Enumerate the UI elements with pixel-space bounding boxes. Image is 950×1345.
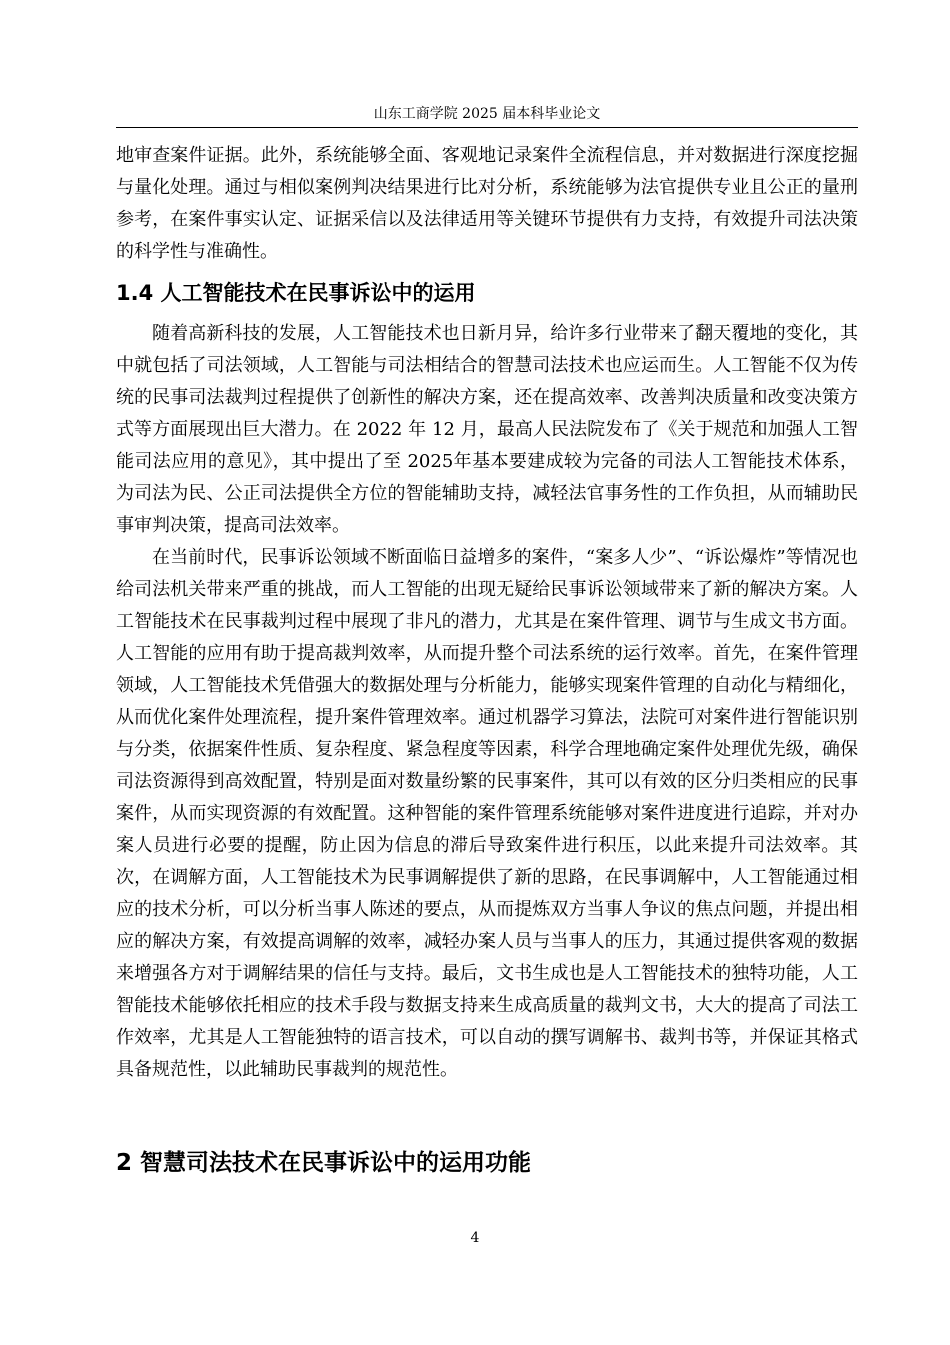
page-number: 4 [470,1230,480,1246]
section-heading-1-4: 1.4 人工智能技术在民事诉讼中的运用 [116,281,476,305]
chapter-heading-2: 2 智慧司法技术在民事诉讼中的运用功能 [116,1150,532,1176]
running-header: 山东工商学院 2025 届本科毕业论文 [373,106,601,122]
paragraph-ai-development: 随着高新科技的发展，人工智能技术也日新月异，给许多行业带来了翻天覆地的变化，其中就包括了司法领域，人工智能与司法相结合的智慧司法技术也应运而生。人工智能不仅为传统的民事司法裁判过程提供了创新性的解决方案，还在提高效率、改善判决质量和改变决策方式等方面展现出巨大潜力。在 2022 年 12 月，最高人民法院发布了《关于规范和加强人工智能司法应用的意见》，其中提出了至 2025年基本要建成较为完备的司法人工智能技术体系，为司法为民、公正司法提供全方位的智能辅助支持，减轻法官事务性的工作负担，从而辅助民事审判决策，提高司法效率。 [116,323,858,536]
header-divider [116,127,858,128]
paragraph-ai-civil-litigation: 在当前时代，民事诉讼领域不断面临日益增多的案件，“案多人少”、“诉讼爆炸”等情况也给司法机关带来严重的挑战，而人工智能的出现无疑给民事诉讼领域带来了新的解决方案。人工智能技术在民事裁判过程中展现了非凡的潜力，尤其是在案件管理、调节与生成文书方面。人工智能的应用有助于提高裁判效率，从而提升整个司法系统的运行效率。首先，在案件管理领域，人工智能技术凭借强大的数据处理与分析能力，能够实现案件管理的自动化与精细化，从而优化案件处理流程，提升案件管理效率。通过机器学习算法，法院可对案件进行智能识别与分类，依据案件性质、复杂程度、紧急程度等因素，科学合理地确定案件处理优先级，确保司法资源得到高效配置，特别是面对数量纷繁的民事案件，其可以有效的区分归类相应的民事案件，从而实现资源的有效配置。这种智能的案件管理系统能够对案件进度进行追踪，并对办案人员进行必要的提醒，防止因为信息的滞后导致案件进行积压，以此来提升司法效率。其次，在调解方面，人工智能技术为民事调解提供了新的思路，在民事调解中，人工智能通过相应的技术分析，可以分析当事人陈述的要点，从而提炼双方当事人争议的焦点问题，并提出相应的解决方案，有效提高调解的效率，减轻办案人员与当事人的压力，其通过提供客观的数据来增强各方对于调解结果的信任与支持。最后，文书生成也是人工智能技术的独特功能，人工智能技术能够依托相应的技术手段与数据支持来生成高质量的裁判文书，大大的提高了司法工作效率，尤其是人工智能独特的语言技术，可以自动的撰写调解书、裁判书等，并保证其格式具备规范性，以此辅助民事裁判的规范性。 [116,547,858,1080]
paragraph-continued: 地审查案件证据。此外，系统能够全面、客观地记录案件全流程信息，并对数据进行深度挖掘与量化处理。通过与相似案例判决结果进行比对分析，系统能够为法官提供专业且公正的量刑参考，在案件事实认定、证据采信以及法律适用等关键环节提供有力支持，有效提升司法决策的科学性与准确性。 [116,145,858,262]
page-body [116,140,858,1086]
